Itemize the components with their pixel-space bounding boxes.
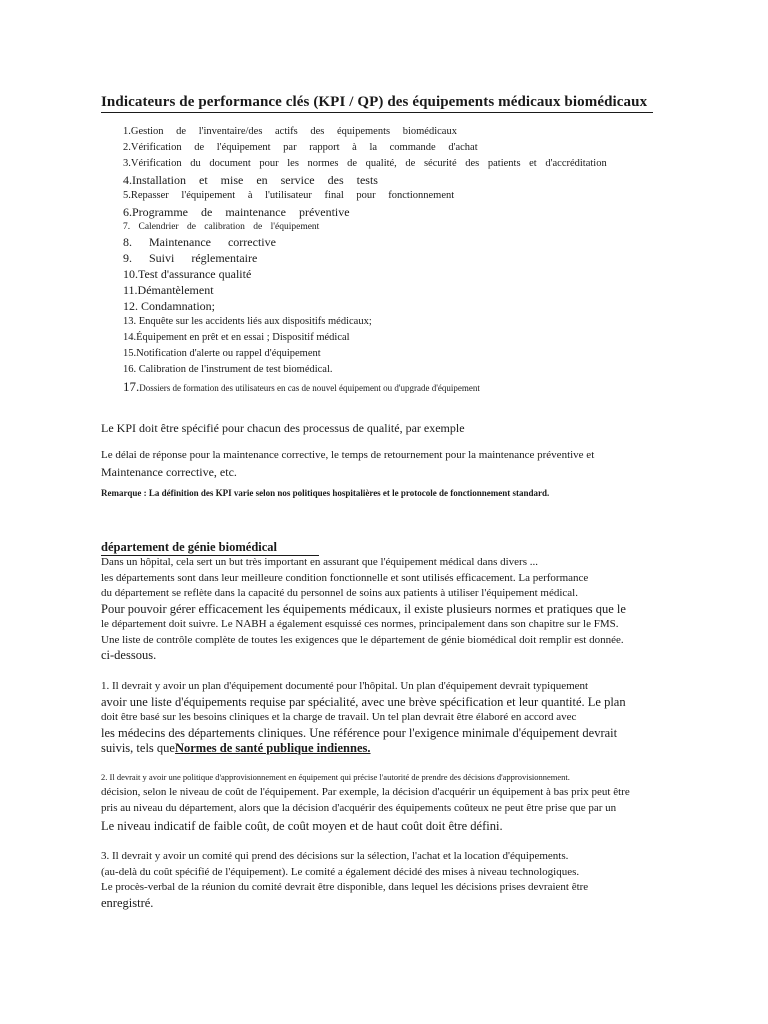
kpi-item-12: 12. Condamnation; [123,299,215,313]
point-3-line: (au-delà du coût spécifié de l'équipement). Le comité a également décidé des mises à niveau technologiques. [101,865,580,878]
point-3-line: enregistré. [101,895,154,910]
point-3 [101,849,661,911]
kpi-item-1: 1.Gestion de l'inventaire/des actifs des équipements biomédicaux [123,126,457,137]
point-3-line: 3. Il devrait y avoir un comité qui prend des décisions sur la sélection, l'achat et la location d'équipements. [101,850,569,862]
kpi-list [123,124,643,396]
kpi-item-6: 6.Programme de maintenance préventive [123,205,350,219]
document-title: Indicateurs de performance clés (KPI / QP) des équipements médicaux biomédicaux [101,94,653,113]
point-3-line: Le procès-verbal de la réunion du comité devrait être disponible, dans lequel les décisions prises devraient être [101,881,589,893]
point-2-line: Le niveau indicatif de faible coût, de coût moyen et de haut coût doit être défini. [101,819,503,833]
point-1-line: doit être basé sur les besoins cliniques et la charge de travail. Un tel plan devrait être élaboré en accord avec [101,711,577,723]
kpi-item-17 [123,378,643,396]
kpi-item-7: 7. Calendrier de calibration de l'équipement [123,222,320,232]
paragraph-line: les départements sont dans leur meilleure condition fonctionnelle et sont utilisés efficacement. La performance [101,571,589,584]
kpi-example-line: Le délai de réponse pour la maintenance corrective, le temps de retournement pour la maintenance préventive et [101,449,595,461]
kpi-item-9: 9. Suivi réglementaire [123,251,258,265]
kpi-item-16: 16. Calibration de l'instrument de test biomédical. [123,364,333,375]
section-title: département de génie biomédical [101,540,319,556]
kpi-item-5: 5.Repasser l'équipement à l'utilisateur final pour fonctionnement [123,190,455,201]
kpi-item-15: 15.Notification d'alerte ou rappel d'équipement [123,348,321,359]
kpi-item-8: 8. Maintenance corrective [123,235,276,249]
kpi-item-3: 3.Vérification du document pour les normes de qualité, de sécurité des patients et d'accréditation [123,158,607,169]
remark-note: Remarque : La définition des KPI varie selon nos politiques hospitalières et le protocole de fonctionnement standard. [101,488,550,498]
point-1-last-prefix: suivis, tels que [101,741,175,755]
paragraph-line: Dans un hôpital, cela sert un but très important en assurant que l'équipement médical dans divers ... [101,556,538,568]
paragraph-line: ci-dessous. [101,648,157,662]
kpi-example [101,447,661,481]
point-1 [101,679,661,757]
kpi-item-4: 4.Installation et mise en service des tests [123,173,378,187]
paragraph-line: du département se reflète dans la capacité du personnel de soins aux patients à utiliser l'équipement médical. [101,587,578,599]
kpi-item-2: 2.Vérification de l'équipement par rapport à la commande d'achat [123,142,478,153]
kpi-item-17-number: 17. [123,379,140,394]
kpi-item-11: 11.Démantèlement [123,283,214,297]
standards-link[interactable]: Normes de santé publique indiennes. [174,741,371,755]
point-1-line: 1. Il devrait y avoir un plan d'équipement documenté pour l'hôpital. Un plan d'équipement devrait typiquement [101,680,589,692]
kpi-intro: Le KPI doit être spécifié pour chacun des processus de qualité, par exemple [101,421,465,435]
point-2-line: pris au niveau du département, alors que la décision d'acquérir des équipements coûteux ne peut être prise que par un [101,802,617,814]
point-1-line: avoir une liste d'équipements requise par spécialité, avec une brève spécification et leur quantité. Le plan [101,694,626,709]
point-2-line: décision, selon le niveau de coût de l'équipement. Par exemple, la décision d'acquérir un équipement à bas prix peut être [101,786,630,798]
kpi-item-17-text: Dossiers de formation des utilisateurs en cas de nouvel équipement ou d'upgrade d'équipement [139,383,480,393]
paragraph-line: le département doit suivre. Le NABH a également esquissé ces normes, principalement dans son chapitre sur le FMS. [101,618,619,630]
paragraph-line: Pour pouvoir gérer efficacement les équipements médicaux, il existe plusieurs normes et pratiques que le [101,601,626,616]
kpi-example-line: Maintenance corrective, etc. [101,465,237,479]
kpi-item-13: 13. Enquête sur les accidents liés aux dispositifs médicaux; [123,316,372,327]
point-1-last-line [101,741,661,757]
point-2 [101,770,661,836]
point-2-line: 2. Il devrait y avoir une politique d'approvisionnement en équipement qui précise l'autorité de prendre des décisions d'approvisionnement. [101,772,570,782]
section-paragraph [101,555,661,664]
kpi-item-10: 10.Test d'assurance qualité [123,267,252,281]
paragraph-line: Une liste de contrôle complète de toutes les exigences que le département de génie biomédical doit remplir est donnée. [101,633,624,646]
kpi-item-14: 14.Équipement en prêt et en essai ; Dispositif médical [123,332,350,343]
point-1-line: les médecins des départements cliniques. Une référence pour l'exigence minimale d'équipement devrait [101,725,618,740]
